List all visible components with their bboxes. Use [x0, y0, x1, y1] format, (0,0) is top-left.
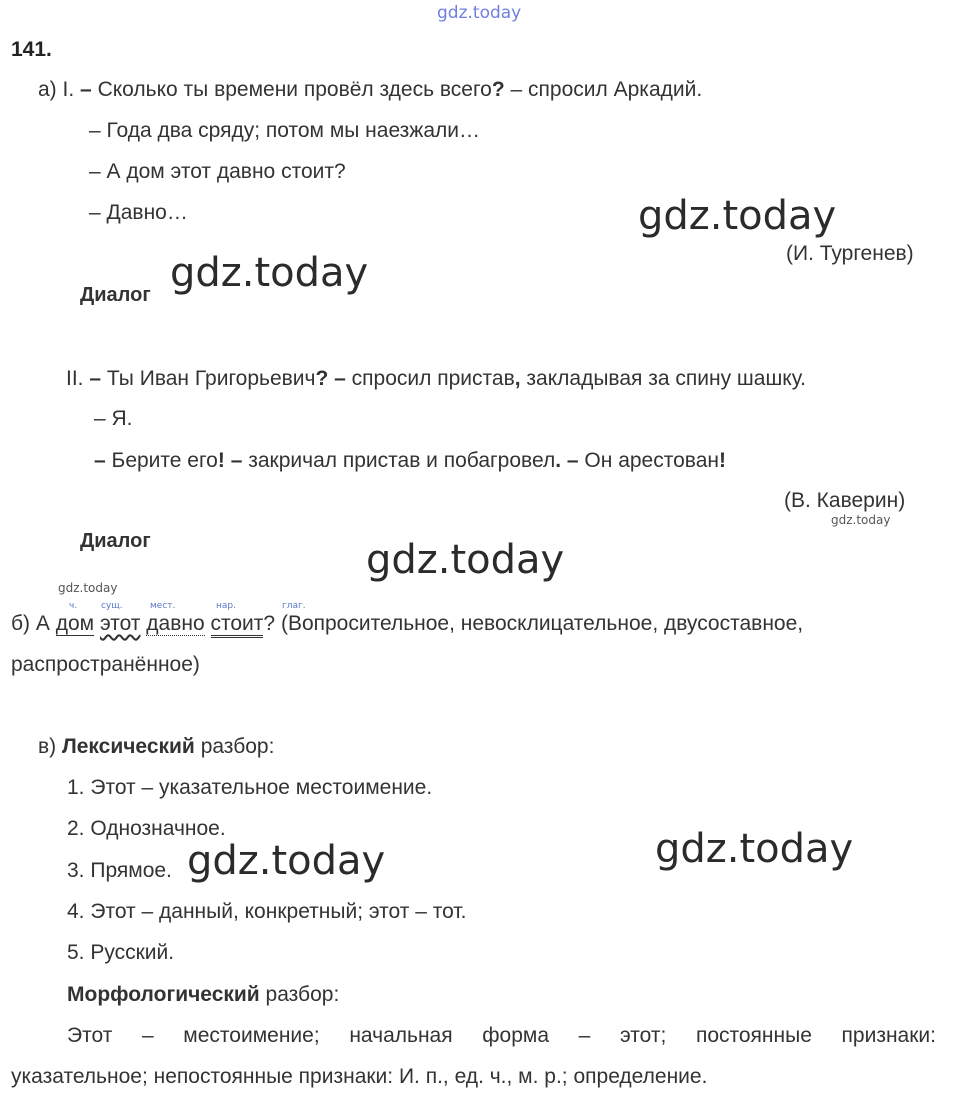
annotation-adverb: нар.	[216, 601, 236, 611]
watermark-small: gdz.today	[831, 513, 891, 527]
dialog2-source: (В. Каверин)	[784, 489, 906, 512]
word-predicate: стоит	[211, 612, 264, 638]
morph-line1: Этот – местоимение; начальная форма – этот; постоянные признаки:	[67, 1024, 936, 1047]
annotation-noun: сущ.	[101, 601, 123, 611]
lexical-item: 2. Однозначное.	[67, 817, 226, 840]
annotation-verb: глаг.	[282, 601, 306, 611]
word-attribute: этот	[99, 612, 141, 635]
dialog1-line1-text: Сколько ты времени провёл здесь всего	[97, 78, 492, 101]
word-particle: А	[35, 612, 50, 635]
dialog1-type: Диалог	[80, 284, 151, 306]
morph-heading	[67, 983, 339, 1007]
dialog2-line3	[94, 449, 726, 473]
lexical-item: 4. Этот – данный, конкретный; этот – тот.	[67, 900, 467, 923]
dialog2-line3-rest: Он арестован	[584, 449, 719, 472]
dialog1-line4: – Давно…	[89, 201, 188, 224]
exercise-number: 141.	[11, 38, 52, 61]
morph-line2: указательное; непостоянные признаки: И. п., ед. ч., м. р.; определение.	[11, 1065, 708, 1088]
lexical-suffix: разбор:	[200, 735, 275, 758]
dialog1-dash: –	[80, 78, 92, 101]
lexical-item: 3. Прямое.	[67, 859, 172, 882]
watermark-large: gdz.today	[170, 250, 369, 296]
dialog2-line3-dot: .	[555, 449, 562, 472]
word-adverbial: давно	[146, 612, 205, 635]
watermark-large: gdz.today	[655, 826, 854, 872]
part-a-label: а)	[38, 78, 57, 101]
dialog2-line3-text: Берите его	[111, 449, 218, 472]
dialog1-line2: – Года два сряду; потом мы наезжали…	[89, 119, 481, 142]
morph-suffix: разбор:	[265, 983, 340, 1006]
sentence-description-1: (Вопросительное, невосклицательное, двусоставное,	[280, 612, 804, 635]
lexical-heading	[38, 735, 274, 759]
lexical-item: 5. Русский.	[67, 941, 175, 964]
dialog2-line3-dash3: –	[566, 449, 579, 472]
dialog1-source: (И. Тургенев)	[786, 242, 914, 265]
dialog1-line1-author: – спросил Аркадий.	[510, 78, 703, 101]
dialog2-line1-author: спросил пристав	[351, 367, 515, 390]
morph-title: Морфологический	[67, 983, 260, 1006]
dialog2-line1-text: Ты Иван Григорьевич	[106, 367, 316, 390]
dialog2-line3-author: закричал пристав и побагровел	[248, 449, 556, 472]
annotation-pronoun: мест.	[150, 601, 176, 611]
dialog1-line1	[38, 78, 702, 102]
part-c-label: в)	[38, 735, 57, 758]
dialog2-line2: – Я.	[94, 407, 133, 430]
dialog2-line1-dash: –	[334, 367, 346, 390]
dialog2-line3-end: !	[718, 449, 726, 472]
dialog1-line3: – А дом этот давно стоит?	[89, 160, 346, 183]
dialog2-line1-rest: закладывая за спину шашку.	[526, 367, 806, 390]
dialog2-dash: –	[89, 367, 102, 390]
sentence-description-2: распространённое)	[11, 653, 200, 676]
dialog2-line1-comma: ,	[514, 367, 521, 390]
dialog2-line1-punct: ?	[315, 367, 329, 390]
dialog2-roman: II.	[66, 367, 84, 390]
watermark-large: gdz.today	[187, 838, 386, 884]
dialog1-line1-punct: ?	[491, 78, 505, 101]
dialog1-roman: I.	[62, 78, 75, 101]
sentence-end-punct: ?	[263, 612, 276, 635]
watermark-small: gdz.today	[58, 581, 118, 595]
watermark-large: gdz.today	[366, 537, 565, 583]
sentence-analysis-line1	[11, 612, 803, 636]
dialog2-line3-dash: –	[94, 449, 106, 472]
lexical-item: 1. Этот – указательное местоимение.	[67, 776, 433, 799]
dialog2-line1	[66, 367, 806, 391]
lexical-title: Лексический	[62, 735, 195, 758]
watermark-large: gdz.today	[638, 193, 837, 239]
annotation-particle: ч.	[69, 601, 78, 611]
watermark-top: gdz.today	[437, 3, 522, 23]
part-b-label: б)	[11, 612, 31, 635]
dialog2-line3-punct: !	[217, 449, 225, 472]
word-subject: дом	[55, 612, 95, 635]
dialog2-type: Диалог	[80, 530, 151, 552]
dialog2-line3-dash2: –	[230, 449, 243, 472]
